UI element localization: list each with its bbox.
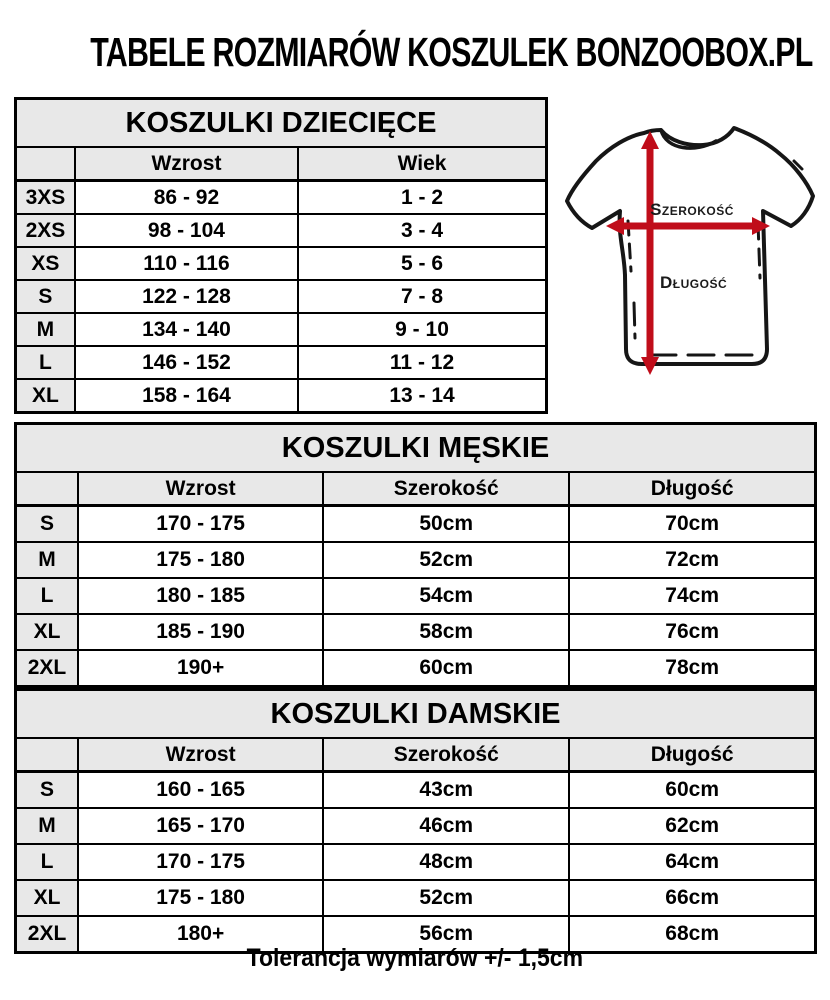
table-row	[16, 880, 816, 916]
table-row	[16, 214, 547, 247]
men-table-title: KOSZULKI MĘSKIE	[16, 424, 816, 473]
table-row	[16, 844, 816, 880]
children-col-age: Wiek	[298, 147, 546, 181]
table-cell: 11 - 12	[298, 346, 546, 379]
width-label: Szerokość	[650, 200, 734, 219]
table-cell: 62cm	[569, 808, 815, 844]
length-label: Długość	[660, 273, 728, 292]
children-table-title: KOSZULKI DZIECIĘCE	[16, 99, 547, 148]
table-row	[16, 808, 816, 844]
table-cell: 1 - 2	[298, 181, 546, 215]
table-cell: 74cm	[569, 578, 815, 614]
children-col-height: Wzrost	[75, 147, 298, 181]
table-cell: 50cm	[323, 506, 569, 543]
children-col-size	[16, 147, 75, 181]
table-cell: 5 - 6	[298, 247, 546, 280]
page-title	[0, 32, 830, 75]
size-label: L	[16, 844, 79, 880]
tshirt-measurement-diagram	[558, 103, 824, 395]
table-cell: 68cm	[569, 916, 815, 953]
table-cell: 43cm	[323, 772, 569, 809]
table-cell: 180 - 185	[78, 578, 323, 614]
table-cell: 98 - 104	[75, 214, 298, 247]
table-row	[16, 247, 547, 280]
table-row	[16, 379, 547, 413]
size-label: L	[16, 346, 75, 379]
table-row	[16, 313, 547, 346]
women-col-width: Szerokość	[323, 738, 569, 772]
table-cell: 190+	[78, 650, 323, 687]
table-cell: 7 - 8	[298, 280, 546, 313]
table-row	[16, 506, 816, 543]
table-cell: 158 - 164	[75, 379, 298, 413]
table-cell: 78cm	[569, 650, 815, 687]
table-cell: 146 - 152	[75, 346, 298, 379]
table-cell: 52cm	[323, 880, 569, 916]
page-title-text: TABELE ROZMIARÓW KOSZULEK BONZOOBOX.PL	[90, 30, 813, 76]
table-cell: 3 - 4	[298, 214, 546, 247]
table-cell: 58cm	[323, 614, 569, 650]
size-label: 2XS	[16, 214, 75, 247]
table-cell: 170 - 175	[78, 506, 323, 543]
table-cell: 13 - 14	[298, 379, 546, 413]
table-cell: 60cm	[569, 772, 815, 809]
men-col-width: Szerokość	[323, 472, 569, 506]
table-cell: 86 - 92	[75, 181, 298, 215]
tolerance-note-text: Tolerancja wymiarów +/- 1,5cm	[246, 944, 584, 972]
size-label: S	[16, 280, 75, 313]
table-row	[16, 542, 816, 578]
table-row	[16, 578, 816, 614]
table-cell: 70cm	[569, 506, 815, 543]
table-cell: 52cm	[323, 542, 569, 578]
table-cell: 170 - 175	[78, 844, 323, 880]
table-cell: 134 - 140	[75, 313, 298, 346]
size-label: 2XL	[16, 650, 79, 687]
size-label: XL	[16, 614, 79, 650]
size-label: 3XS	[16, 181, 75, 215]
table-row	[16, 772, 816, 809]
table-cell: 72cm	[569, 542, 815, 578]
table-cell: 54cm	[323, 578, 569, 614]
table-row	[16, 181, 547, 215]
table-cell: 56cm	[323, 916, 569, 953]
women-col-length: Długość	[569, 738, 815, 772]
table-cell: 175 - 180	[78, 542, 323, 578]
table-cell: 160 - 165	[78, 772, 323, 809]
men-col-height: Wzrost	[78, 472, 323, 506]
children-sizes-table	[14, 97, 548, 414]
table-cell: 175 - 180	[78, 880, 323, 916]
table-row	[16, 346, 547, 379]
table-row	[16, 650, 816, 687]
size-label: XL	[16, 880, 79, 916]
size-label: S	[16, 772, 79, 809]
size-label: M	[16, 313, 75, 346]
table-cell: 76cm	[569, 614, 815, 650]
men-table-body	[16, 506, 816, 687]
women-col-size	[16, 738, 79, 772]
size-label: S	[16, 506, 79, 543]
size-label: XS	[16, 247, 75, 280]
size-label: M	[16, 542, 79, 578]
table-cell: 60cm	[323, 650, 569, 687]
women-table-body	[16, 772, 816, 953]
size-label: M	[16, 808, 79, 844]
men-sizes-table	[14, 422, 817, 688]
size-label: XL	[16, 379, 75, 413]
women-sizes-table	[14, 688, 817, 954]
table-cell: 122 - 128	[75, 280, 298, 313]
table-cell: 185 - 190	[78, 614, 323, 650]
table-row	[16, 614, 816, 650]
table-row	[16, 280, 547, 313]
children-table-body	[16, 181, 547, 413]
size-label: L	[16, 578, 79, 614]
table-cell: 66cm	[569, 880, 815, 916]
table-cell: 46cm	[323, 808, 569, 844]
women-col-height: Wzrost	[78, 738, 323, 772]
table-cell: 48cm	[323, 844, 569, 880]
men-col-size	[16, 472, 79, 506]
size-label: 2XL	[16, 916, 79, 953]
men-col-length: Długość	[569, 472, 815, 506]
table-cell: 64cm	[569, 844, 815, 880]
table-cell: 165 - 170	[78, 808, 323, 844]
tolerance-note	[0, 944, 830, 973]
table-cell: 180+	[78, 916, 323, 953]
women-table-title: KOSZULKI DAMSKIE	[16, 690, 816, 739]
table-cell: 9 - 10	[298, 313, 546, 346]
tshirt-outline-icon	[567, 128, 813, 364]
table-cell: 110 - 116	[75, 247, 298, 280]
